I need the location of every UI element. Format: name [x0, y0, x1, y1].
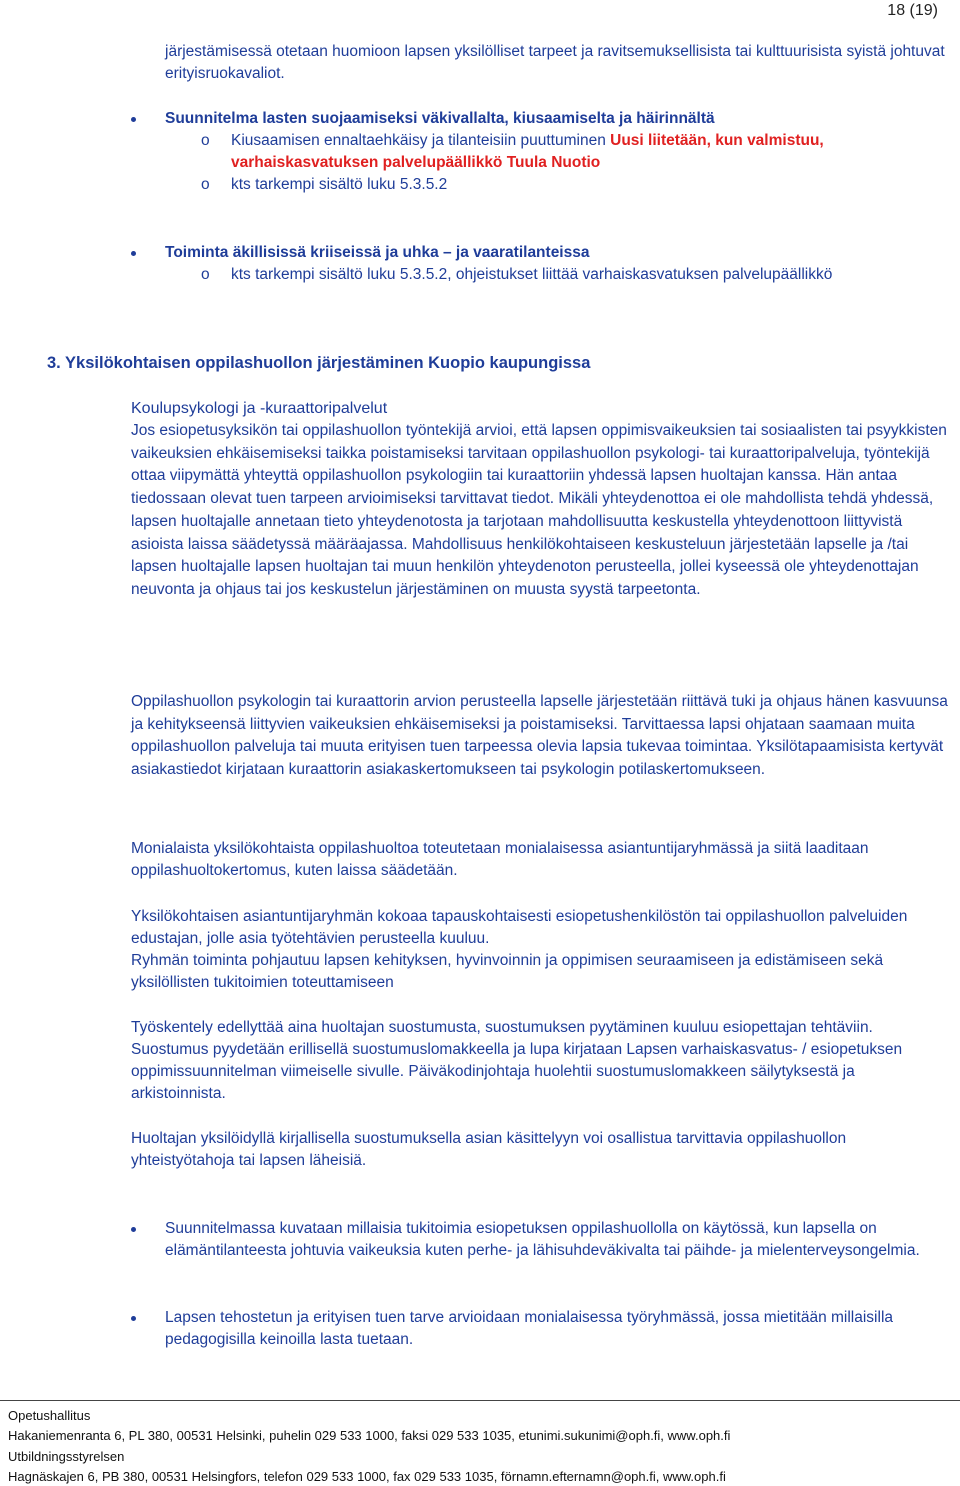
paragraph-1: Jos esiopetusyksikön tai oppilashuollon työntekijä arvioi, että lapsen oppimisvaikeuksien tai sosiaalisten tai psyykkisten vaikeuksien ehkäisemiseksi taikka poistamiseksi tarvitaan oppilashuollon psykologi- tai kuraattoripalveluja, työntekijä ottaa viipymättä yhteyttä oppilashuollon psykologiin tai kuraattoriin yhdessä lapsen huoltajan kanssa. Hän antaa tiedossaan olevat tuen tarpeen arvioimiseksi tarvittavat tiedot. Mikäli yhteydenottoa ei ole mahdollista tehdä yhdessä, lapsen huoltajalle annetaan tieto yhteydenotosta ja tarjotaan mahdollisuutta keskustella yhteydenottoon liittyvistä asioista laissa säädetyssä määräajassa. Mahdollisuus henkilökohtaiseen keskusteluun järjestetään lapselle ja /tai lapsen huoltajalle lapsen huoltajan tai muun henkilön yhteydenoton perusteella, jollei kyseessä ole yhteydenottajan neuvonta ja ohjaus tai jos keskustelun järjestäminen on muusta syystä tarpeetonta.: [131, 422, 947, 598]
footer-address-fi: Hakaniemenranta 6, PL 380, 00531 Helsinki, puhelin 029 533 1000, faksi 029 533 1035, etunimi.sukunimi@oph.fi, www.oph.fi: [8, 1428, 731, 1443]
bullet-support-measures: Suunnitelmassa kuvataan millaisia tukitoimia esiopetuksen oppilashuollolla on käytössä, kun lapsella on elämäntilanteesta johtuvia vaikeuksia kuten perhe- ja lähisuhdeväkivalta tai päihde- ja mielenterveysongelmia.: [165, 1218, 955, 1262]
paragraph-6: Huoltajan yksilöidyllä kirjallisella suostumuksella asian käsittelyyn voi osallistua tarvittavia oppilashuollon yhteistyötahoja tai lapsen läheisiä.: [131, 1130, 847, 1169]
paragraph-4a: Yksilökohtaisen asiantuntijaryhmän kokoaa tapauskohtaisesti esiopetushenkilöstön tai oppilashuollon palveluiden edustajan, jolle asia työtehtävien perusteella kuuluu.: [131, 908, 908, 947]
sub-bullet-bullying: [231, 130, 941, 174]
footer-org-sv: Utbildningsstyrelsen: [8, 1449, 125, 1464]
sub-bullet-reference-2: o kts tarkempi sisältö luku 5.3.5.2, ohjeistukset liittää varhaiskasvatuksen palvelupäällikkö: [231, 264, 941, 286]
paragraph-4b: Ryhmän toiminta pohjautuu lapsen kehityksen, hyvinvoinnin ja oppimisen seuraamiseen ja edistämiseen sekä yksilöllisten tukitoimien toteuttamiseen: [131, 952, 884, 991]
footer-address-sv: Hagnäskajen 6, PB 380, 00531 Helsingfors, telefon 029 533 1000, fax 029 533 1035, förnamn.efternamn@oph.fi, www.oph.fi: [8, 1469, 726, 1484]
sub-bullet-reference-1: o kts tarkempi sisältö luku 5.3.5.2: [231, 174, 941, 196]
page-number: 18 (19): [887, 2, 938, 19]
paragraph-5: Työskentely edellyttää aina huoltajan suostumusta, suostumuksen pyytäminen kuuluu esiopettajan tehtäviin. Suostumus pyydetään erillisellä suostumuslomakkeella ja lupa kirjataan Lapsen varhaiskasvatus- / esiopetuksen oppimissuunnitelman viimeiselle sivulle. Päiväkodinjohtaja huolehtii suostumuslomakkeen säilytyksestä ja arkistoinnista.: [131, 1019, 903, 1102]
subheading: Koulupsykologi ja -kuraattoripalvelut: [131, 400, 388, 417]
paragraph-3: Monialaista yksilökohtaista oppilashuoltoa toteutetaan monialaisessa asiantuntijaryhmässä ja siitä laaditaan oppilashuoltokertomus, kuten laissa säädetään.: [131, 840, 869, 879]
sub-bullet-bullying-note: Uusi liitetään, kun valmistuu, varhaiskasvatuksen palvelupäällikkö Tuula Nuotio: [231, 132, 824, 171]
bullet-intensified-support: Lapsen tehostetun ja erityisen tuen tarve arvioidaan monialaisessa työryhmässä, jossa mietitään millaisilla pedagogisilla keinoilla lasta tuetaan.: [165, 1307, 955, 1351]
paragraph-2: Oppilashuollon psykologin tai kuraattorin arvion perusteella lapselle järjestetään riittävä tuki ja ohjaus hänen kasvuunsa ja kehitykseensä liittyvien vaikeuksien ehkäisemiseksi ja poistamiseksi. Tarvittaessa lapsi ohjataan saamaan muita oppilashuollon palveluja tai muuta erityisen tuen tarpeessa olevia lapsia tukevaa toimintaa. Yksilötapaamisista kertyvät asiakastiedot kirjataan kuraattorin asiakaskertomukseen tai psykologin potilaskertomukseen.: [131, 693, 948, 778]
bullet-crisis: Toiminta äkillisissä kriiseissä ja uhka – ja vaaratilanteissa: [165, 242, 955, 264]
bullet-protection-plan: Suunnitelma lasten suojaamiseksi väkivallalta, kiusaamiselta ja häirinnältä: [165, 108, 955, 130]
sub-bullet-bullying-text: Kiusaamisen ennaltaehkäisy ja tilanteisiin puuttuminen: [231, 132, 611, 149]
section-heading: 3. Yksilökohtaisen oppilashuollon järjestäminen Kuopio kaupungissa: [47, 354, 591, 372]
footer-divider: [0, 1400, 960, 1401]
intro-paragraph: järjestämisessä otetaan huomioon lapsen yksilölliset tarpeet ja ravitsemuksellisista tai kulttuurisista syistä johtuvat erityisruokavaliot.: [165, 43, 945, 82]
footer-org-fi: Opetushallitus: [8, 1408, 91, 1423]
